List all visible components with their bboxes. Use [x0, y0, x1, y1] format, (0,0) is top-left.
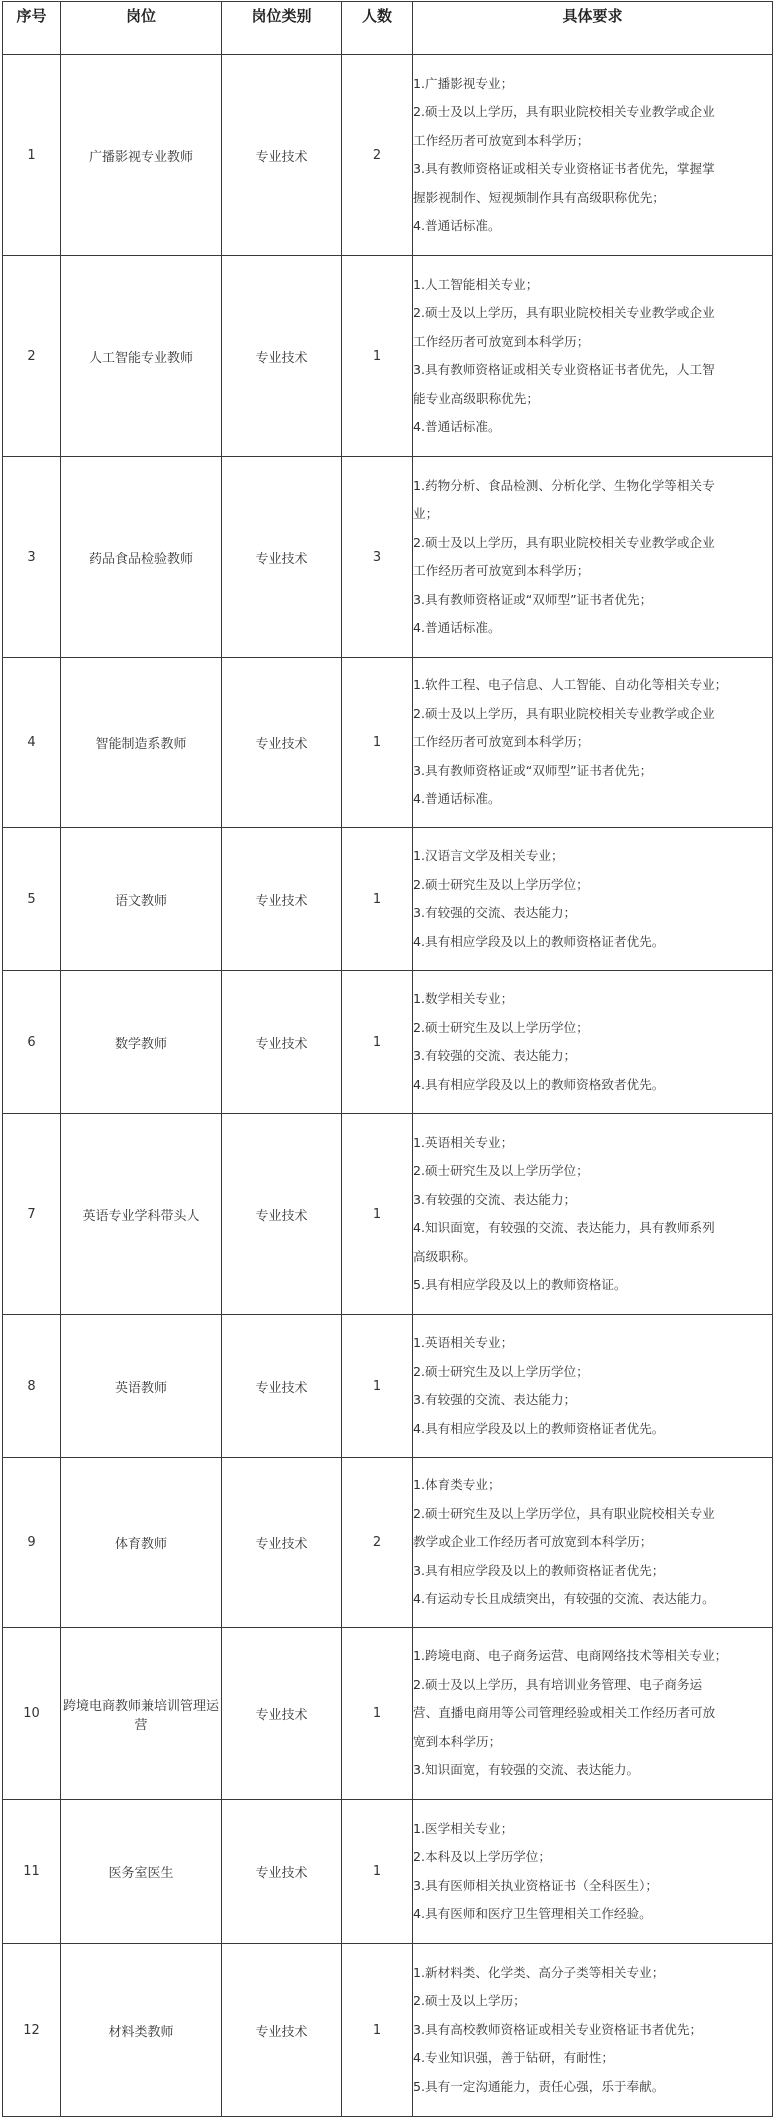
row-position: 材料类教师	[61, 1944, 222, 2117]
requirement-line: 2.硕士及以上学历，具有培训业务管理、电子商务运	[413, 1676, 703, 1692]
row-count: 2	[342, 55, 413, 256]
row-count: 1	[342, 1800, 413, 1944]
row-category: 专业技术	[222, 828, 342, 971]
requirement-line: 4.普通话标准。	[413, 218, 501, 233]
row-category: 专业技术	[222, 1800, 342, 1944]
row-count: 1	[342, 1114, 413, 1315]
requirement-line: 工作经历者可放宽到本科学历；	[413, 132, 590, 148]
requirement-line: 4.具有相应学段及以上的教师资格证者优先。	[413, 933, 665, 949]
requirement-line: 工作经历者可放宽到本科学历；	[413, 333, 590, 349]
table-row	[3, 1114, 773, 1315]
requirement-line: 4.有运动专长且成绩突出，有较强的交流、表达能力。	[413, 1591, 715, 1607]
header-count: 人数	[342, 2, 413, 55]
requirement-line: 1.汉语言文学及相关专业；	[413, 848, 564, 863]
table-row	[3, 55, 773, 256]
row-position: 语文教师	[61, 828, 222, 971]
requirement-line: 2.硕士研究生及以上学历学位；	[413, 1163, 589, 1178]
row-requirements	[413, 1315, 773, 1458]
header-row	[3, 2, 773, 55]
row-requirements	[413, 55, 773, 256]
requirement-line: 1.英语相关专业；	[413, 1335, 514, 1350]
row-index: 8	[3, 1315, 61, 1458]
row-count: 1	[342, 256, 413, 457]
row-requirements	[413, 1944, 773, 2117]
row-index: 3	[3, 457, 61, 658]
row-requirements	[413, 256, 773, 457]
row-category: 专业技术	[222, 1628, 342, 1800]
requirement-line: 3.具有医师相关执业资格证书（全科医生）；	[413, 1877, 658, 1893]
row-index: 2	[3, 256, 61, 457]
requirement-line: 4.具有相应学段及以上的教师资格致者优先。	[413, 1076, 665, 1092]
header-position: 岗位	[61, 2, 222, 55]
row-count: 1	[342, 1628, 413, 1800]
header-index: 序号	[3, 2, 61, 55]
row-count: 1	[342, 1944, 413, 2117]
row-requirements	[413, 1458, 773, 1628]
row-position: 英语教师	[61, 1315, 222, 1458]
row-index: 12	[3, 1944, 61, 2117]
row-count: 2	[342, 1458, 413, 1628]
row-count: 1	[342, 971, 413, 1114]
table-row	[3, 457, 773, 658]
table-row	[3, 256, 773, 457]
requirement-line: 工作经历者可放宽到本科学历；	[413, 563, 590, 578]
row-index: 1	[3, 55, 61, 256]
row-category: 专业技术	[222, 256, 342, 457]
requirement-line: 1.体育类专业；	[413, 1477, 501, 1493]
requirement-line: 2.硕士及以上学历，具有职业院校相关专业教学或企业	[413, 305, 715, 320]
requirement-line: 1.新材料类、化学类、高分子类等相关专业；	[413, 1964, 665, 1980]
row-index: 9	[3, 1458, 61, 1628]
requirement-line: 营、直播电商用等公司管理经验或相关工作经历者可放	[413, 1705, 716, 1721]
requirement-line: 4.专业知识强，善于钻研，有耐性；	[413, 2050, 614, 2066]
row-requirements	[413, 1800, 773, 1944]
table-row	[3, 1458, 773, 1628]
row-category: 专业技术	[222, 971, 342, 1114]
requirement-line: 2.硕士及以上学历；	[413, 1993, 526, 2009]
row-requirements	[413, 828, 773, 971]
requirement-line: 工作经历者可放宽到本科学历；	[413, 734, 590, 750]
requirement-line: 2.硕士研究生及以上学历学位；	[413, 1363, 589, 1379]
requirement-line: 3.具有教师资格证或“双师型”证书者优先；	[413, 591, 653, 607]
requirement-line: 5.具有相应学段及以上的教师资格证。	[413, 1277, 627, 1292]
table-row	[3, 1944, 773, 2117]
requirement-line: 握影视制作、短视频制作具有高级职称优先；	[413, 189, 665, 205]
requirement-line: 3.有较强的交流、表达能力；	[413, 1191, 577, 1207]
row-position: 人工智能专业教师	[61, 256, 222, 457]
requirement-line: 3.有较强的交流、表达能力；	[413, 1392, 577, 1407]
row-requirements	[413, 1628, 773, 1800]
row-category: 专业技术	[222, 658, 342, 828]
requirement-line: 1.人工智能相关专业；	[413, 276, 539, 292]
row-index: 5	[3, 828, 61, 971]
row-category: 专业技术	[222, 1114, 342, 1315]
requirement-line: 4.普通话标准。	[413, 791, 501, 807]
row-index: 4	[3, 658, 61, 828]
requirement-line: 3.知识面宽，有较强的交流、表达能力。	[413, 1762, 640, 1778]
requirement-line: 2.本科及以上学历学位；	[413, 1849, 551, 1864]
requirement-line: 2.硕士研究生及以上学历学位；	[413, 876, 589, 892]
row-index: 7	[3, 1114, 61, 1315]
requirement-line: 3.有较强的交流、表达能力；	[413, 1048, 577, 1063]
table-row	[3, 1800, 773, 1944]
row-category: 专业技术	[222, 457, 342, 658]
requirement-line: 2.硕士及以上学历，具有职业院校相关专业教学或企业	[413, 705, 715, 721]
requirement-line: 2.硕士及以上学历，具有职业院校相关专业教学或企业	[413, 104, 715, 119]
row-requirements	[413, 1114, 773, 1315]
table-row	[3, 658, 773, 828]
requirement-line: 2.硕士研究生及以上学历学位；	[413, 1019, 589, 1035]
row-position: 跨境电商教师兼培训管理运营	[61, 1628, 222, 1800]
recruitment-table	[2, 1, 773, 2117]
requirement-line: 3.有较强的交流、表达能力；	[413, 905, 577, 920]
table-row	[3, 828, 773, 971]
requirement-line: 5.具有一定沟通能力，责任心强，乐于奉献。	[413, 2078, 665, 2094]
requirement-line: 3.具有教师资格证或相关专业资格证书者优先，掌握掌	[413, 161, 715, 176]
table-row	[3, 971, 773, 1114]
row-category: 专业技术	[222, 1315, 342, 1458]
table-row	[3, 1628, 773, 1800]
row-position: 数学教师	[61, 971, 222, 1114]
row-index: 10	[3, 1628, 61, 1800]
requirement-line: 1.广播影视专业；	[413, 75, 514, 91]
row-requirements	[413, 658, 773, 828]
requirement-line: 2.硕士研究生及以上学历学位，具有职业院校相关专业	[413, 1505, 715, 1521]
requirement-line: 3.具有教师资格证或“双师型”证书者优先；	[413, 762, 653, 778]
requirement-line: 教学或企业工作经历者可放宽到本科学历；	[413, 1534, 653, 1550]
row-position: 智能制造系教师	[61, 658, 222, 828]
requirement-line: 3.具有教师资格证或相关专业资格证书者优先，人工智	[413, 362, 715, 377]
header-category: 岗位类别	[222, 2, 342, 55]
requirement-line: 高级职称。	[413, 1248, 476, 1264]
row-count: 1	[342, 828, 413, 971]
row-position: 体育教师	[61, 1458, 222, 1628]
row-requirements	[413, 971, 773, 1114]
row-position: 医务室医生	[61, 1800, 222, 1944]
requirement-line: 4.普通话标准。	[413, 620, 501, 635]
requirement-line: 2.硕士及以上学历，具有职业院校相关专业教学或企业	[413, 534, 715, 550]
row-requirements	[413, 457, 773, 658]
requirement-line: 3.具有相应学段及以上的教师资格证者优先；	[413, 1562, 665, 1578]
requirement-line: 4.普通话标准。	[413, 419, 501, 434]
requirement-line: 能专业高级职称优先；	[413, 390, 539, 406]
row-position: 药品食品检验教师	[61, 457, 222, 658]
requirement-line: 3.具有高校教师资格证或相关专业资格证书者优先；	[413, 2021, 703, 2037]
row-count: 3	[342, 457, 413, 658]
requirement-line: 1.数学相关专业；	[413, 991, 514, 1006]
requirement-line: 1.药物分析、食品检测、分析化学、生物化学等相关专	[413, 477, 715, 493]
row-count: 1	[342, 1315, 413, 1458]
requirement-line: 1.医学相关专业；	[413, 1820, 514, 1836]
row-count: 1	[342, 658, 413, 828]
row-index: 6	[3, 971, 61, 1114]
requirement-line: 1.跨境电商、电子商务运营、电商网络技术等相关专业；	[413, 1648, 728, 1664]
requirement-line: 4.具有相应学段及以上的教师资格证者优先。	[413, 1420, 665, 1436]
requirement-line: 1.英语相关专业；	[413, 1134, 514, 1150]
row-position: 英语专业学科带头人	[61, 1114, 222, 1315]
row-index: 11	[3, 1800, 61, 1944]
requirement-line: 宽到本科学历；	[413, 1733, 502, 1749]
row-position: 广播影视专业教师	[61, 55, 222, 256]
header-requirements: 具体要求	[413, 2, 773, 55]
requirement-line: 业；	[413, 506, 439, 521]
row-category: 专业技术	[222, 1944, 342, 2117]
row-category: 专业技术	[222, 55, 342, 256]
requirement-line: 4.知识面宽，有较强的交流、表达能力，具有教师系列	[413, 1220, 715, 1235]
table-row	[3, 1315, 773, 1458]
row-category: 专业技术	[222, 1458, 342, 1628]
requirement-line: 4.具有医师和医疗卫生管理相关工作经验。	[413, 1906, 652, 1921]
requirement-line: 1.软件工程、电子信息、人工智能、自动化等相关专业；	[413, 677, 728, 693]
